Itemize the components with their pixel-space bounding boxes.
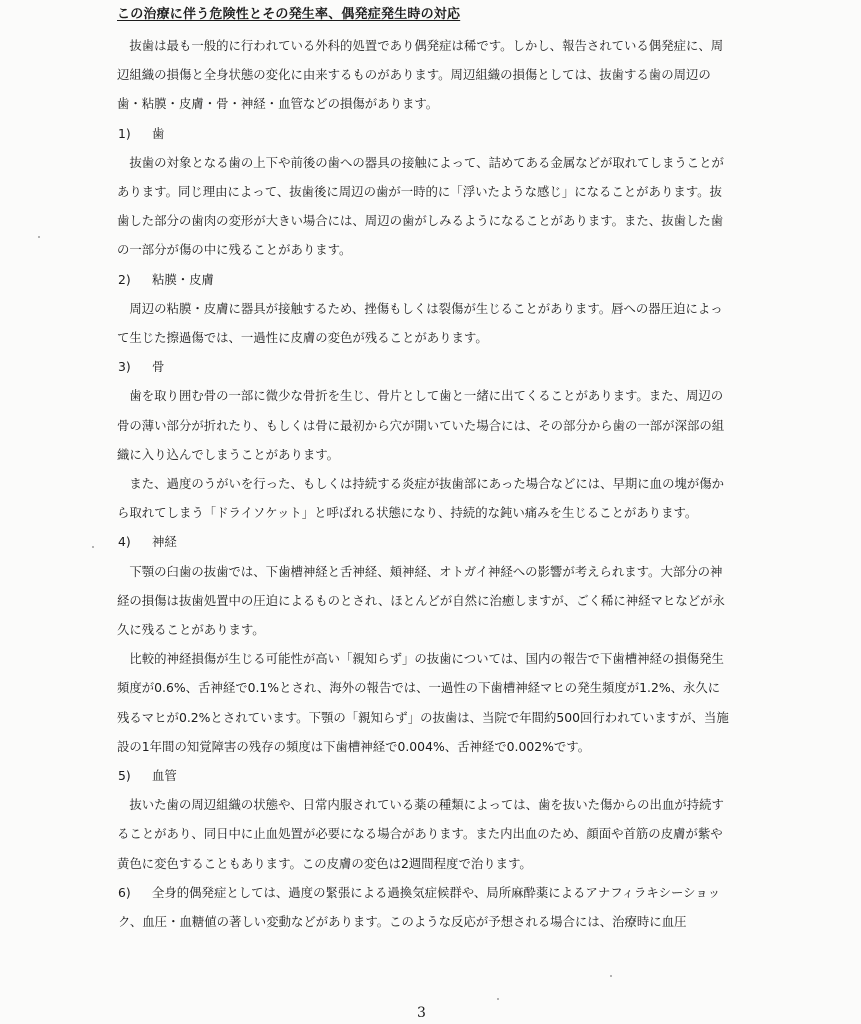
intro-paragraph: 抜歯は最も一般的に行われている外科的処置であり偶発症は稀です。しかし、報告されている偶発症に、周辺組織の損傷と全身状態の変化に由来するものがあります。周辺組織の損傷としては、抜歯する歯の周辺の歯・粘膜・皮膚・骨・神経・血管などの損傷があります。 xyxy=(117,38,724,112)
section-5-heading xyxy=(117,761,732,790)
section-1-title: 歯 xyxy=(152,125,165,141)
section-4-title: 神経 xyxy=(152,534,177,550)
page-number: 3 xyxy=(417,1005,426,1021)
section-2-title: 粘膜・皮膚 xyxy=(152,271,214,287)
section-3-title: 骨 xyxy=(152,359,165,375)
section-2-paragraph: 周辺の粘膜・皮膚に器具が接触するため、挫傷もしくは裂傷が生じることがあります。唇への器圧迫によって生じた擦過傷では、一過性に皮膚の変色が残ることがあります。 xyxy=(117,300,723,346)
section-2-number: 2) xyxy=(118,271,131,287)
scan-speck xyxy=(38,236,40,238)
section-5-number: 5) xyxy=(118,768,131,784)
section-1-heading xyxy=(117,119,732,148)
document-body xyxy=(117,31,732,936)
section-6-number: 6) xyxy=(118,884,131,900)
section-5-title: 血管 xyxy=(152,768,177,784)
scan-speck xyxy=(610,975,612,977)
document-title: この治療に伴う危険性とその発生率、偶発症発生時の対応 xyxy=(117,7,461,22)
section-1-paragraph: 抜歯の対象となる歯の上下や前後の歯への器具の接触によって、詰めてある金属などが取れてしまうことがあります。同じ理由によって、抜歯後に周辺の歯が一時的に「浮いたような感じ」になることがあります。抜歯した部分の歯肉の変形が大きい場合には、周辺の歯がしみるようになることがあります。また、抜歯した歯の一部分が傷の中に残ることがあります。 xyxy=(117,154,724,258)
section-4-heading xyxy=(117,527,732,556)
section-6-text: 全身的偶発症としては、過度の緊張による過換気症候群や、局所麻酔薬によるアナフィラキシーショック、血圧・血糖値の著しい変動などがあります。このような反応が予想される場合には、治療時に血圧 xyxy=(118,884,721,930)
section-6-paragraph xyxy=(117,878,732,936)
section-3-heading xyxy=(117,352,732,381)
section-3-paragraph-2: また、過度のうがいを行った、もしくは持続する炎症が抜歯部にあった場合などには、早期に血の塊が傷から取れてしまう「ドライソケット」と呼ばれる状態になり、持続的な鈍い痛みを生じることがあります。 xyxy=(117,476,725,521)
section-4-number: 4) xyxy=(118,534,131,550)
section-5-paragraph: 抜いた歯の周辺組織の状態や、日常内服されている薬の種類によっては、歯を抜いた傷からの出血が持続することがあり、同日中に止血処置が必要になる場合があります。また内出血のため、顔面や首筋の皮膚が紫や黄色に変色することもあります。この皮膚の変色は2週間程度で治ります。 xyxy=(117,797,724,871)
section-3-number: 3) xyxy=(118,359,131,375)
section-4-paragraph-1: 下顎の臼歯の抜歯では、下歯槽神経と舌神経、頬神経、オトガイ神経への影響が考えられます。大部分の神経の損傷は抜歯処置中の圧迫によるものとされ、ほとんどが自然に治癒しますが、ごく稀に神経マヒなどが永久に残ることがあります。 xyxy=(117,563,725,638)
scan-speck xyxy=(92,546,94,548)
section-1-number: 1) xyxy=(118,125,131,141)
section-2-heading xyxy=(117,265,732,294)
scan-speck xyxy=(497,998,499,1000)
section-3-paragraph-1: 歯を取り囲む骨の一部に微少な骨折を生じ、骨片として歯と一緒に出てくることがあります。また、周辺の骨の薄い部分が折れたり、もしくは骨に最初から穴が開いていた場合には、その部分から歯の一部が深部の組織に入り込んでしまうことがあります。 xyxy=(117,388,725,462)
section-4-paragraph-2: 比較的神経損傷が生じる可能性が高い「親知らず」の抜歯については、国内の報告で下歯槽神経の損傷発生頻度が0.6%、舌神経で0.1%とされ、海外の報告では、一過性の下歯槽神経マヒの発生頻度が1.2%、永久に残るマヒが0.2%とされています。下顎の「親知らず」の抜歯は、当院で年間約500回行われていますが、当施設の1年間の知覚障害の残存の頻度は下歯槽神経で0.004%、舌神経で0.002%です。 xyxy=(117,651,729,754)
